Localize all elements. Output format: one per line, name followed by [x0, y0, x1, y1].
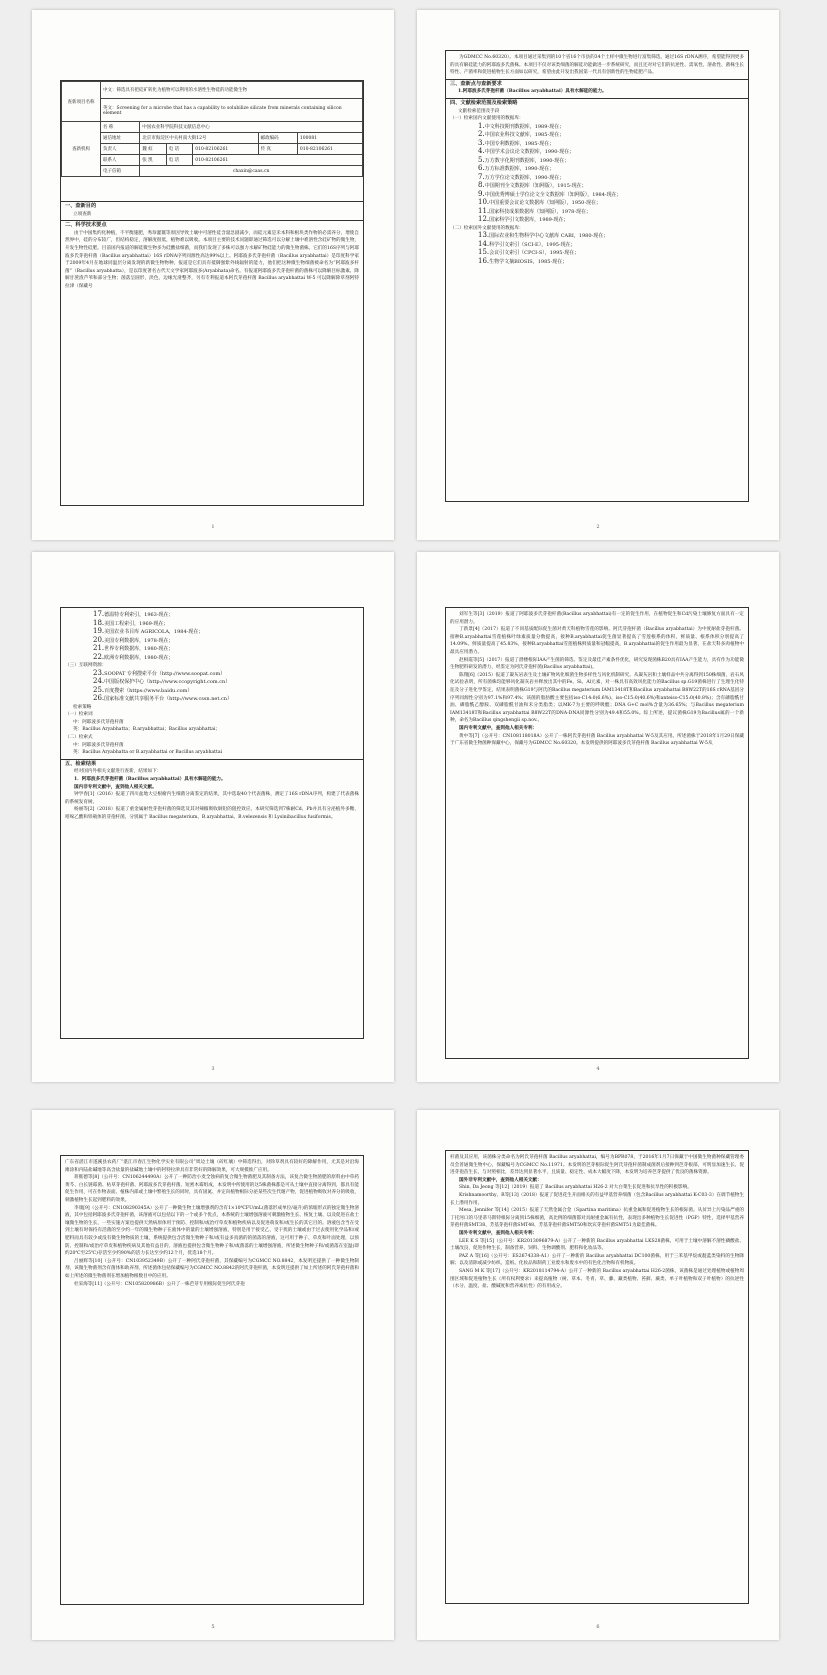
- item-text: 万方数字化期刊数据库，1990-现在；: [484, 157, 570, 164]
- database-list: [450, 232, 744, 266]
- contact-label: 联系人: [101, 155, 140, 166]
- item-number: 24.: [93, 677, 105, 686]
- keyword: 中：阿耶波多氏芽孢杆菌: [73, 719, 124, 725]
- item-text: 世界专利数据库，1980-现在；: [104, 646, 174, 652]
- page-frame: [60, 80, 364, 506]
- page-number: 1: [211, 524, 215, 530]
- page-5: [32, 1110, 394, 1640]
- query: 中：阿耶波多氏芽孢杆菌: [73, 742, 124, 748]
- database-item: [93, 628, 359, 637]
- phone1: 010-82106261: [193, 144, 258, 155]
- post: 100081: [297, 133, 362, 144]
- item-number: 1.: [478, 121, 485, 130]
- email: chaxin@caas.cn: [140, 166, 363, 177]
- database-item: [478, 241, 744, 250]
- result-heading: 国外专利文献中，查到他人相关专利：: [459, 1230, 538, 1236]
- paragraph: 陈翔[6]（2015）报道了凝灰岩表生及土壤矿物风化细菌生物多样性与风化机制研究。从凝灰岩和土壤样品中共分离得到150株细菌，岩石风化试验表明，所有菌株均能够风化凝灰岩并释放出其中的Fe、Si、Al元素，对一株具有高效风化能力的Bacillus sp.G19菌株进行了生理生化特征及分子进化学鉴定，结果表明菌株G19与阿氏的Bacillus megaterium IAM13418T和Bacillus aryabhattai B8W22T的16S rRNA基因分序列同源性分别为97.1%和97.4%；该菌的脂肪酸主要包括iso-C14:0(6.6%)、iso-C15:0(40.6%)和anteiso-C15:0(40.8%)；含有磷脂酰甘油、磷脂酰乙醇胺、双磷脂酰甘油和未分类脂类；以MK-7为主要的呼吸醌；DNA G+C mol%含量为36.65%；与Bacillus megaterium IAM13418T和Bacillus aryabhattai B8W22T的DNA-DNA同源性分别为49.4和55.0%。综上所述，提议菌株G19为Bacillus属的一个新种，命名为Bacillus qingshengii sp.nov.。: [450, 672, 744, 724]
- item-number: 22.: [93, 652, 105, 661]
- paragraph: Shin, Da Jeong 等[12]（2019）报道了 Bacillus aryabhattai H26-2 对大白菜生长促进和抗旱性的积极影响。: [459, 1185, 692, 1191]
- item-text: SOOPAT 专利搜索平台（http://www.soopat.com）: [104, 670, 226, 677]
- database-item: [478, 148, 744, 157]
- item-number: 19.: [93, 627, 105, 635]
- page-frame: [445, 50, 749, 502]
- result-point: 1．阿耶波多氏芽孢杆菌（Bacillus aryabhattai）具有水解硅的能力。: [74, 776, 226, 782]
- item-number: 6.: [478, 164, 485, 173]
- database-list: [65, 611, 359, 662]
- database-item: [478, 140, 744, 149]
- database-item: [93, 654, 359, 663]
- lead-label: 负责人: [101, 144, 140, 155]
- phone-label: 电 话: [166, 144, 192, 155]
- item-text: 中国优秀博硕士学位论文全文数据库（知网版），1984-现在；: [484, 191, 622, 198]
- page-2: [417, 10, 779, 540]
- post-label: 邮政编码: [258, 133, 297, 144]
- item-number: 13.: [478, 231, 490, 240]
- page-frame: [445, 607, 749, 1059]
- item-text: 科学引文索引（SCI-E），1995-现在；: [489, 241, 576, 248]
- org-name-label: 名 称: [101, 122, 140, 133]
- section-5-title: 五、检索结果: [61, 759, 363, 769]
- heading: 文献检索范围及手段: [458, 108, 500, 114]
- paragraph: 杨丽等[2]（2018）报道了重金属耐性芽孢杆菌的筛选及其对辣椒吸收铜铅的阻控效应。本研究筛选到7株耐Cd、Pb并具有分泌植外多糖、吲哚乙酸和铁载体的芽孢杆菌，分别属于 Bacillus megaterium、B.aryabhattai、B.velezensis 和 Lysinibacillus fusiformis。: [65, 807, 359, 820]
- email-label: 电子信箱: [101, 166, 140, 177]
- page-4: [417, 552, 779, 1082]
- project-en: 英文：Screening for a microbe that has a capability to solubilize silicate from minerals containing silicon element: [101, 99, 363, 122]
- page-1: [32, 10, 394, 540]
- item-number: 11.: [478, 206, 490, 215]
- query: 英：Bacillus Aryabhatta or B.aryabhattai or Bacillus aryabhattai: [73, 750, 223, 756]
- database-item: [478, 131, 744, 140]
- phone2: 010-82106261: [193, 155, 363, 166]
- database-item: [478, 199, 744, 208]
- fax: 010-82106261: [297, 144, 362, 155]
- page-number: 2: [596, 524, 600, 530]
- paragraph: 黄中等[7]（公开号：CN108118018A）公开了一株阿氏芽孢杆菌 Bacillus aryabhattai W-5及其应用。所述菌株于2018年1月29日保藏于广东省微生物菌种保藏中心，保藏号为GDMCC No.60320。本发明提供的阿耶波多氏芽孢杆菌 Bacillus aryabhattai W-5从: [450, 733, 744, 747]
- paragraph: 广东省湛江市遂溪县农药厂“湛江市春江生物化学实业有限公司”周边土壤（砖红壤）中筛选得出，对除草剂具有较好的降解作用，尤其是对沿海滩涂和内陆盐碱地等高含盐量的盐碱地土壤中的阿特拉津具有非常好的降解效果，可大规模推广应用。: [65, 1160, 359, 1173]
- paragraph: Krishnamoorthy、R等[13]（2018）报道了促进花生开面相关的有益甲基营养细菌（包含Bacillus aryabhattai K-C03-3）在调节植物生长上潜用作用。: [450, 1192, 744, 1206]
- database-item: [93, 611, 359, 620]
- heading: （三）互联网资源：: [65, 663, 107, 668]
- heading: （一）检索词: [65, 712, 93, 718]
- item-text: 美国专利数据库，1978-现在；: [104, 637, 174, 644]
- section-4-title: 四、文献检索范围及检索策略: [446, 98, 748, 108]
- paragraph: Mesa, Jennifer 等[14]（2015）报道了天然金属合金（Spartina maritima）抗重金属和促进植物生长的根际菌。从贫异上污染品严重的丁托河口的马里蒂马斯特根际分离到15株细菌，高比例的细菌都对具耐重金属有抗性，表现出多种植物生长促进性（PGP）特性，选择甲基营养芽孢杆菌SMT38、芳基芽孢杆菌SMT48、芳基芽孢杆菌SMT50和坎宾芽孢杆菌SMT51为最佳菌株。: [450, 1208, 744, 1229]
- result-heading: 国内专利文献中，查到他人相关专利：: [459, 725, 538, 731]
- item-number: 4.: [478, 147, 485, 156]
- database-list: [450, 123, 744, 225]
- section-1-title: 一、查新目的: [61, 201, 363, 211]
- item-text: 德温特专利索引，1963-现在；: [104, 612, 174, 618]
- paragraph: 杆菌及其应用，该菌株分类命名为阿氏芽孢杆菌 Bacillus aryabhattai，编号为BPR078，于2016年1月7日保藏于中国微生物菌种保藏管理委员会普通微生物中心，保藏编号为CGMCC No.11971。本发明的芭芽根际促生阿氏芽孢杆菌制成菌剂后接种到芭芽根部，可明显加速生长、促进芽孢苗生长，与对照相比，差异达到显著水平，且质量、稳定性、成本大幅度下降，本发明为培养芭芽提供了优良的菌株资源。: [450, 1155, 744, 1176]
- database-item: [478, 123, 744, 132]
- paragraph: 李康[9]（公开号：CN108290345A）公开了一种微生物土壤增强剂的含有1×10⁸CFU/mL(菌落形成单位/毫升)的浓缩形式的独定微生物溶液，其中包括阿耶波多氏芽孢杆菌，该溶液可以包括以下的一个或多个优点，本系统的土壤增强溶液可刺激植物生长、恢复土壤、以及促进在盐土壤微生物的生长，一些实施方案也提供天然病原体用于预防、控制和/或治疗草皮和植物疾病以及促进萌发和/或生长的其它目的。溶液包含当在受到土壤有时保持有活菌的至少约一年的微生物种子在液体中的量的土壤增强溶液，特别是用于接受乙、受干扰的土壤或由于过去使用化学品和/或肥料而具有较少或没有微生物物质的土壤，系统提供包含活微生物种子和/或有益多真菌的的菌落的溶液，这可用于种子、草皮和叶面处理，以预防、控制和/或治疗草皮和植物疾病及其他有益目的，溶液也提供包含微生物种子和/或菌落的土壤增强溶液，所述微生物种子和/或菌落在室温(即约20℃至25℃)存活至少约90%的活力长达至少约12个月，优选18个月。: [65, 1205, 360, 1257]
- database-item: [478, 216, 744, 225]
- item-number: 2.: [478, 130, 485, 139]
- database-item: [93, 637, 359, 646]
- paragraph: 蒋鲨德等[8]（公开号：CN106244490A）公开了一种防治小麦全蚀病的复合微生物菌肥及其制备方法，该复合微生物菌肥的原料由中草药黄芩、白长链霉菌、枯草芽孢杆菌、阿耶波多氏芽孢杆菌、短密木霉组成，本发明中所使用的这5株菌株都是可从土壤中直接分离得到，都具有能促生作用，可在作物表面、植株内部或土壤中繁殖生长的同时，具有固氮、并定向植物根际分泌某些次生代谢产物，促进植物吸收对养分的吸收，刺激植物生长起到肥料的效果。: [65, 1175, 360, 1203]
- item-text: 中国农业科技文献库，1985-现在；: [484, 132, 565, 139]
- item-text: 中国重要会议论文数据库（知网版），1950-现在；: [489, 200, 602, 207]
- item-text: 国家科学引文数据库，1989-现在；: [489, 217, 569, 224]
- info-table: [61, 81, 363, 177]
- page-3: [32, 552, 394, 1082]
- database-item: [93, 670, 359, 679]
- section-2-text: 由于中国集约化种植，不平衡施肥，秀珍灌溉等原因导致土壤中可溶性硅含量急剧减少，而硅元素是禾本科和根块类作物的必需养分，增使自然界中，硅的分布较广，但结构稳定，溶解度很低，植物难以吸收。本项目主要的技术问题即通过筛选可以分解土壤中难溶性含硅矿物的微生物，开发生物性硅肥。目前国内报道的解硅微生物多为硅酸盐细菌，而我们发现了多株可以强力水解矿物硅能力的微生物菌株。它们的16S序列与阿耶波多氏芽孢杆菌（Bacillus aryabhattai）16S rDNA序列同源性高达99%以上。阿耶波多氏芽孢杆菌（Bacillus aryabhattai）是印度科学家于2009年4月在地球同温层分离发现的新微生物物种，报道是它们具有抵御强紫外线辐射的能力，他们把这种微生物细菌被命名为“阿耶波多杆菌”（Bacillus aryabhatta），是以印度著名古代天文学家阿耶波多(Aryabhata)命名。有报道阿耶波多氏芽孢杆菌的菌株可以降解目标激素、降解甘蔗渣芦苇和部分生物；菌落呈圆形，淡色，边缘光滑整齐，另有专利报道本阿氏芽孢杆菌 Bacillus aryabhattai W-5 可以降解除草剂阿特拉津（保藏号: [65, 230, 360, 289]
- item-text: 万方学位论文数据库，1990-现在；: [484, 174, 565, 181]
- item-number: 17.: [93, 610, 105, 618]
- item-number: 7.: [478, 172, 485, 181]
- item-number: 9.: [478, 189, 485, 198]
- paragraph: 杜采海等[11]（公开号：CN105820986B）公开了一株芭芽专用根际促生阿氏芽孢: [74, 1281, 245, 1287]
- item-text: 美国农业书目库 AGRICOLA，1984-现在；: [104, 629, 204, 635]
- item-text: 国家科技成果数据库（知网版），1978-现在；: [489, 208, 592, 215]
- paragraph: 钟学春[1]（2016）报道了四川盆地大豆根瘤内生细菌分离鉴定的结果，其中选取40个代表菌株，测定了16S rDNA序列，构建了代表菌株的系统发育树。: [65, 792, 359, 805]
- label-org: 查新机构: [62, 122, 101, 177]
- item-number: 16.: [478, 256, 490, 265]
- page-frame: [60, 607, 364, 1039]
- result-heading: 国外非专利文献中，查到他人相关文献：: [459, 1177, 542, 1183]
- section-3-title: 三、查新点与查新要求: [446, 79, 748, 89]
- item-text: 万方标准数据库，1990-现在；: [484, 166, 555, 173]
- item-number: 14.: [478, 239, 490, 248]
- novelty-point: 1.阿耶波多氏芽孢杆菌（Bacillus aryabhattai）具有水解硅的能力。: [458, 89, 607, 95]
- item-text: 中国学术会议论文数据库，1990-现在；: [484, 149, 575, 156]
- item-text: 中国专利数据库，1985-现在；: [484, 140, 555, 147]
- heading: （一）检索国内文献使用的数据库：: [450, 116, 524, 122]
- database-item: [478, 182, 744, 191]
- page-frame: [445, 1150, 749, 1604]
- item-number: 12.: [478, 215, 490, 224]
- paragraph: 为GDMCC No.60320）。本项目通过采集到的10个省16个市县的34个土样中微生物进行富集筛选，通过16S rDNA测序，希望能得到更多的具有解硅能力的阿耶波多氏菌株。本项目不仅对该类细菌的解硅功能做进一步系统研究，而且还对对它们的抗逆性、需氧性、溶盐性、菌株生长特性、产菌率和促进植物生长方面如以研究，希望由此开发出我国第一代具有创新性的生物硅肥产品。: [450, 55, 745, 76]
- heading: 检索策略: [73, 704, 92, 710]
- database-item: [478, 208, 744, 217]
- phone-label-2: 电 话: [166, 155, 192, 166]
- item-number: 18.: [93, 618, 105, 627]
- database-item: [478, 258, 744, 267]
- item-text: 国际农业和生物科学中心文献库 CABI，1980-现在；: [489, 233, 609, 240]
- addr: 北京市海淀区中关村南大街12号: [140, 133, 258, 144]
- project-cn: 中文：筛选具有把硅矿转化为植物可以利用的水溶性生物硅的功能微生物: [101, 82, 363, 99]
- item-number: 10.: [478, 198, 490, 207]
- page-number: 6: [596, 1624, 600, 1630]
- item-text: 中文科技期刊数据库，1989-现在；: [484, 123, 565, 130]
- paragraph: 吕丽辉等[10]（公开号：CN103952349B）公开了一种阿氏芽孢杆菌，其保藏编号为CGMCC NO.8842，本发明还提供了一种微生物制剂，该微生物菌剂含有菌体和助养剂，所述菌体包括保藏编号为CGMCC NO.8842的阿氏芽孢杆菌，本发明还提供了如上所述的阿氏芽孢杆菌和如上所述的微生物菌剂在增加植物根数目中的应用。: [65, 1258, 359, 1279]
- paragraph: 赵相霞等[5]（2017）报道了潜楼根际IAA产生菌的筛选、鉴定及最佳产素条件优化，研究发现菌株B20具有IAA产生能力，具有作为功能微生物肥料研发的潜力，经鉴定为阿氏芽孢杆菌(Bacillus aryabhattai)。: [450, 657, 744, 671]
- database-item: [93, 678, 359, 687]
- paragraph: SANG M K 等[17]（公开号：KR2018114794-A）公开了一种新的 Bacillus aryabhattai H26-2菌株，该菌株是通过处理植物或植物周围区域和促进植物生长（所有权利要求）来提高植物（树、草本、冬青、草、藤、藏类植物、苔藓、蕨类、单子叶植物和双子叶植物）的抗逆性（水分、温度、盐、酸碱度和营养素抗性）的有用成分。: [450, 1268, 744, 1290]
- result-heading: 国内非专利文献中，查到他人相关文献。: [74, 784, 157, 790]
- page-number: 3: [211, 1066, 215, 1072]
- lead: 魏 虹: [140, 144, 166, 155]
- page-frame: [60, 1155, 364, 1605]
- item-text: 中国期刊全文数据库（知网版），1915-现在；: [484, 183, 587, 190]
- fax-label: 传 真: [258, 144, 297, 155]
- page-6: [417, 1110, 779, 1640]
- database-item: [478, 232, 744, 241]
- item-text: 欧洲专利数据库，1980-现在；: [104, 654, 174, 661]
- item-text: 会议引文索引（CPCI-S），1995-现在；: [489, 250, 580, 257]
- item-number: 8.: [478, 181, 485, 190]
- section-1-text: 立项查新: [73, 211, 92, 217]
- database-item: [478, 249, 744, 258]
- item-text: 美国工程索引，1969-现在；: [104, 620, 169, 627]
- database-item: [93, 695, 359, 704]
- item-number: 5.: [478, 155, 485, 164]
- section-2-title: 二、科学技术要点: [61, 220, 363, 230]
- label-project: 查新项目名称: [62, 82, 101, 122]
- item-number: 21.: [93, 644, 105, 652]
- heading: （二）检索式: [65, 734, 93, 740]
- item-number: 23.: [93, 668, 105, 677]
- keyword: 英：Bacillus Aryabhatta；B.aryabhattai；Bacillus aryabhattai；: [73, 727, 221, 733]
- database-item: [93, 687, 359, 696]
- org-name: 中国农业科学院科技文献信息中心: [140, 122, 363, 133]
- page-number: 5: [211, 1624, 215, 1630]
- addr-label: 通信地址: [101, 133, 140, 144]
- item-text: 中国版权保护中心（http://www.ccopyright.com.cn）: [104, 679, 231, 686]
- database-item: [478, 165, 744, 174]
- paragraph: 刘军生等[3]（2019）报道了阿耶波多氏芽孢杆菌(Bacillus aryabhattai)有一定的促生作用，在植物促生和Cd污染土壤修复方面具有一定的应用潜力。: [450, 612, 744, 625]
- database-item: [478, 191, 744, 200]
- paragraph: PAZ A 等[16]（公开号：ES2674338-A1）公开了一种新的 Bacillus aryabhattai DC100菌株，用于三苯基甲烷或靛蓝类染料的生物降解；以及清除或减少纺织、造纸、化妆品和制药工业废水和废水中的有色化合物和有机物质。: [450, 1253, 744, 1267]
- heading: （二）检索国外文献使用的数据库：: [450, 225, 524, 231]
- item-number: 20.: [93, 635, 105, 644]
- database-item: [478, 157, 744, 166]
- item-number: 25.: [93, 685, 105, 694]
- database-item: [93, 645, 359, 654]
- item-number: 3.: [478, 138, 485, 147]
- database-list: [65, 670, 359, 704]
- page-number: 4: [596, 1066, 600, 1072]
- item-text: 百度搜索（https://www.baidu.com）: [104, 687, 193, 694]
- paragraph: LEE K S 等[15]（公开号：KR2013096879-A）公开了一种新的 Bacillus aryabhattai LKS28菌株，可用于土壤中溶解不溶性磷酸盐、土壤改良，促进作物生长，制备营养、饲料、生物调酸剂、肥料和化妆品等。: [450, 1238, 744, 1252]
- paragraph: 丁新景[4]（2017）报道了不同基质配际促生菌对黄天科植物雪莲的影响。阿氏芽孢杆菌（Bacillus aryabhattai）为中度耐盐芽孢杆菌。接种B.aryabhattai雪莲植株叶绿素质量分数提高，接种B.aryabhattai促生菌显著提高了雪莲根系的体积、鲜质量、根系体积分别提高了14.09%、鲜质量提高了45.83%，接种B.aryabhattai雪莲植株鲜质量和冠幅提高，B.aryabhattai的促生作用最为显著，在盐天科多肉植物中最具应用潜力。: [450, 627, 744, 655]
- paragraph: 经对国内外相关文献进行查新，结果如下：: [74, 769, 162, 775]
- item-text: 国家标准文献共享服务平台（http://www.cssn.net.cn）: [104, 696, 233, 703]
- database-item: [93, 620, 359, 629]
- item-text: 生物学文摘BIOSIS，1985-现在；: [489, 258, 568, 265]
- item-number: 15.: [478, 248, 490, 257]
- database-item: [478, 174, 744, 183]
- contact: 张 凯: [140, 155, 166, 166]
- item-number: 26.: [93, 694, 105, 703]
